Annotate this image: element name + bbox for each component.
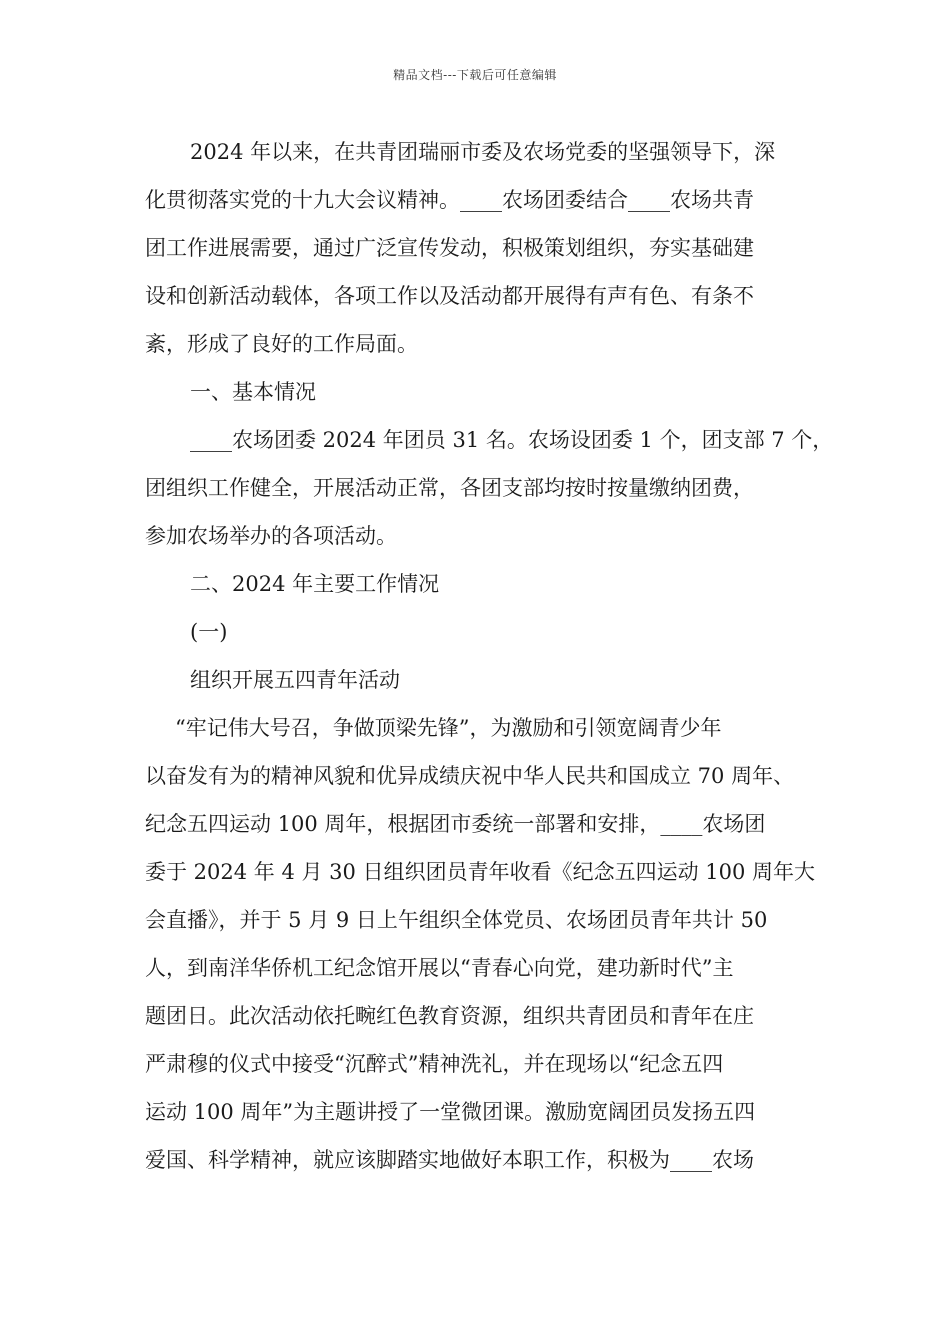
paragraph-line: 2024 年以来，在共青团瑞丽市委及农场党委的坚强领导下，深: [190, 140, 776, 164]
subsection-number: (一): [190, 620, 228, 644]
paragraph-line: ____农场团委 2024 年团员 31 名。农场设团委 1 个，团支部 7 个，: [190, 428, 834, 452]
paragraph-line: 化贯彻落实党的十九大会议精神。____农场团委结合____农场共青: [145, 188, 754, 212]
paragraph-line: 题团日。此次活动依托畹红色教育资源，组织共青团员和青年在庄: [145, 1004, 754, 1028]
page-header: 精品文档---下载后可任意编辑: [393, 68, 557, 82]
paragraph-line: 以奋发有为的精神风貌和优异成绩庆祝中华人民共和国成立 70 周年、: [145, 764, 795, 788]
paragraph-line: 运动 100 周年”为主题讲授了一堂微团课。激励宽阔团员发扬五四: [145, 1100, 756, 1124]
paragraph-line: 人，到南洋华侨机工纪念馆开展以“青春心向党，建功新时代”主: [145, 956, 734, 980]
document-body: [145, 128, 845, 1184]
paragraph-line: 会直播》，并于 5 月 9 日上午组织全体党员、农场团员青年共计 50: [145, 908, 768, 932]
subsection-heading: 组织开展五四青年活动: [190, 668, 400, 692]
section-heading: 二、2024 年主要工作情况: [190, 572, 440, 596]
paragraph-line: 严肃穆的仪式中接受“沉醉式”精神洗礼，并在现场以“纪念五四: [145, 1052, 724, 1076]
paragraph-line: 团组织工作健全，开展活动正常，各团支部均按时按量缴纳团费，: [145, 476, 754, 500]
paragraph-line: 纪念五四运动 100 周年，根据团市委统一部署和安排，____农场团: [145, 812, 766, 836]
paragraph-line: 设和创新活动载体，各项工作以及活动都开展得有声有色、有条不: [145, 284, 754, 308]
paragraph-line: 爱国、科学精神，就应该脚踏实地做好本职工作，积极为____农场: [145, 1148, 754, 1172]
section-heading: 一、基本情况: [190, 380, 316, 404]
paragraph-line: 团工作进展需要，通过广泛宣传发动，积极策划组织，夯实基础建: [145, 236, 754, 260]
paragraph-line: 紊，形成了良好的工作局面。: [145, 332, 418, 356]
paragraph-line: 参加农场举办的各项活动。: [145, 524, 397, 548]
paragraph-line: 委于 2024 年 4 月 30 日组织团员青年收看《纪念五四运动 100 周年大: [145, 860, 816, 884]
paragraph-line: “牢记伟大号召，争做顶梁先锋”，为激励和引领宽阔青少年: [175, 716, 722, 740]
